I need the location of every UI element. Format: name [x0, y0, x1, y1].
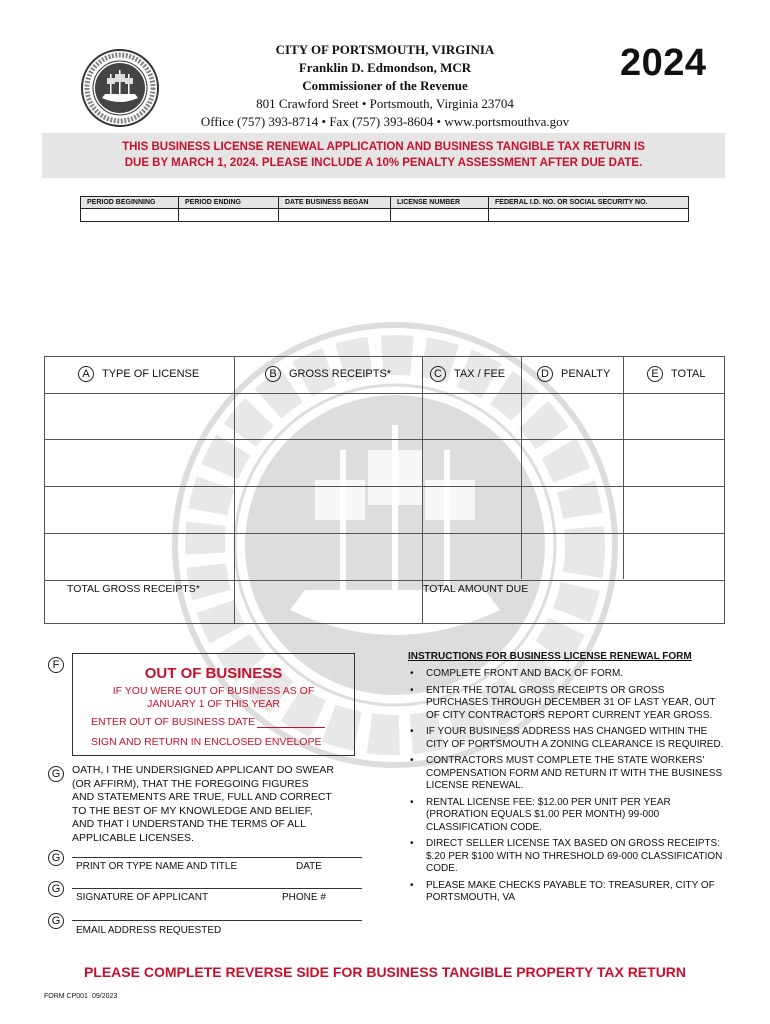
column-a-letter: A	[78, 366, 94, 382]
column-a-label: TYPE OF LICENSE	[102, 367, 200, 380]
identification-table	[80, 196, 689, 222]
column-e-label: TOTAL	[671, 367, 706, 380]
instruction-item: • ENTER THE TOTAL GROSS RECEIPTS OR GROSS PURCHASES THROUGH DECEMBER 31 OF LAST YEAR, OUT OF CITY CONTRACTORS REPORT CURRENT YEAR GROSS.	[408, 685, 728, 723]
name-title-line[interactable]	[72, 857, 362, 858]
signature-line[interactable]	[72, 888, 362, 889]
out-of-business-box	[72, 653, 355, 756]
signature-label: SIGNATURE OF APPLICANT	[76, 892, 209, 903]
section-f-letter: F	[48, 657, 64, 673]
period-beginning-header: PERIOD BEGINNING	[81, 197, 178, 209]
federal-id-cell[interactable]	[489, 197, 688, 221]
out-of-business-line-1: IF YOU WERE OUT OF BUSINESS AS OF	[112, 685, 315, 697]
email-line[interactable]	[72, 920, 362, 921]
sign-and-return-note: SIGN AND RETURN IN ENCLOSED ENVELOPE	[91, 736, 322, 748]
out-of-business-date-line[interactable]	[257, 727, 325, 728]
date-business-began-header: DATE BUSINESS BEGAN	[279, 197, 390, 209]
period-ending-header: PERIOD ENDING	[179, 197, 278, 209]
oath-line: AND STATEMENTS ARE TRUE, FULL AND CORRECT	[72, 791, 332, 803]
header-address: 801 Crawford Sreet • Portsmouth, Virginia 23704	[256, 96, 514, 111]
oath-line: (OR AFFIRM), THAT THE FOREGOING FIGURES	[72, 777, 309, 790]
print-name-label: PRINT OR TYPE NAME AND TITLE	[76, 861, 238, 872]
column-a-header	[78, 366, 199, 382]
city-seal-logo	[80, 48, 160, 128]
due-date-banner	[42, 133, 725, 178]
column-b-letter: B	[265, 366, 281, 382]
column-c-letter: C	[430, 366, 446, 382]
column-c-label: TAX / FEE	[454, 367, 506, 380]
oath-line: AND THAT I UNDERSTAND THE TERMS OF ALL	[72, 818, 306, 830]
instruction-item: • PLEASE MAKE CHECKS PAYABLE TO: TREASURER, CITY OF PORTSMOUTH, VA	[408, 880, 728, 905]
instructions-title: INSTRUCTIONS FOR BUSINESS LICENSE RENEWAL FORM	[408, 651, 692, 662]
license-table	[44, 356, 725, 624]
section-g-letter-oath: G	[48, 766, 64, 782]
column-d-letter: D	[537, 366, 553, 382]
header-official: Franklin D. Edmondson, MCR	[298, 60, 472, 75]
reverse-side-notice: PLEASE COMPLETE REVERSE SIDE FOR BUSINESS TANGIBLE PROPERTY TAX RETURN	[83, 964, 687, 980]
header-contact: Office (757) 393-8714 • Fax (757) 393-8604 • www.portsmouthva.gov	[200, 114, 570, 129]
form-year: 2024	[620, 42, 707, 84]
out-of-business-date-label: ENTER OUT OF BUSINESS DATE	[91, 716, 256, 728]
out-of-business-title: OUT OF BUSINESS	[144, 665, 283, 682]
license-number-header: LICENSE NUMBER	[391, 197, 488, 209]
total-amount-due-label: TOTAL AMOUNT DUE	[423, 583, 529, 595]
period-beginning-cell[interactable]	[81, 197, 179, 221]
oath-line: OATH, I THE UNDERSIGNED APPLICANT DO SWEAR	[72, 764, 334, 776]
instruction-item: • CONTRACTORS MUST COMPLETE THE STATE WORKERS' COMPENSATION FORM AND RETURN IT WITH THE BUSINESS LICENSE RENEWAL.	[408, 755, 728, 793]
email-label: EMAIL ADDRESS REQUESTED	[76, 925, 222, 936]
instructions	[408, 651, 728, 909]
out-of-business-line-2: JANUARY 1 OF THIS YEAR	[147, 697, 280, 710]
total-gross-receipts-label: TOTAL GROSS RECEIPTS*	[67, 583, 200, 595]
column-e-letter: E	[647, 366, 663, 382]
column-c-header	[430, 366, 505, 382]
oath-line: TO THE BEST OF MY KNOWLEDGE AND BELIEF,	[72, 804, 313, 817]
section-g-letter-name: G	[48, 850, 64, 866]
column-e-header	[647, 366, 705, 382]
out-of-business-date-row[interactable]	[91, 716, 354, 728]
federal-id-header: FEDERAL I.D. NO. OR SOCIAL SECURITY NO.	[489, 197, 688, 209]
form-id: FORM CP001	[44, 993, 88, 1000]
header-office-title: Commissioner of the Revenue	[302, 78, 468, 93]
section-g-letter-signature: G	[48, 881, 64, 897]
instruction-item: • IF YOUR BUSINESS ADDRESS HAS CHANGED WITHIN THE CITY OF PORTSMOUTH A ZONING CLEARANCE IS REQUIRED.	[408, 726, 728, 751]
column-b-label: GROSS RECEIPTS*	[289, 367, 392, 380]
column-d-header	[537, 366, 610, 382]
form-date: 09/2023	[92, 993, 118, 1000]
banner-line-1: THIS BUSINESS LICENSE RENEWAL APPLICATION AND BUSINESS TANGIBLE TAX RETURN IS	[122, 141, 645, 153]
column-b-header	[265, 366, 391, 382]
date-business-began-cell[interactable]	[279, 197, 391, 221]
section-g-letter-email: G	[48, 913, 64, 929]
instruction-item: • RENTAL LICENSE FEE: $12.00 PER UNIT PER YEAR (PRORATION EQUALS $1.00 PER MONTH) 99-000 CLASSIFICATION CODE.	[408, 797, 728, 835]
banner-line-2: DUE BY MARCH 1, 2024. PLEASE INCLUDE A 10% PENALTY ASSESSMENT AFTER DUE DATE.	[124, 157, 643, 169]
header-city: CITY OF PORTSMOUTH, VIRGINIA	[275, 42, 495, 57]
oath-line: APPLICABLE LICENSES.	[72, 831, 194, 844]
license-number-cell[interactable]	[391, 197, 489, 221]
instruction-item: • COMPLETE FRONT AND BACK OF FORM.	[408, 668, 728, 681]
oath-text	[72, 764, 372, 845]
column-d-label: PENALTY	[561, 367, 611, 380]
date-label: DATE	[296, 861, 322, 872]
period-ending-cell[interactable]	[179, 197, 279, 221]
instruction-item: • DIRECT SELLER LICENSE TAX BASED ON GROSS RECEIPTS: $.20 PER $100 WITH NO THRESHOLD 69-000 CLASSIFICATION CODE.	[408, 838, 728, 876]
phone-label: PHONE #	[282, 892, 326, 903]
